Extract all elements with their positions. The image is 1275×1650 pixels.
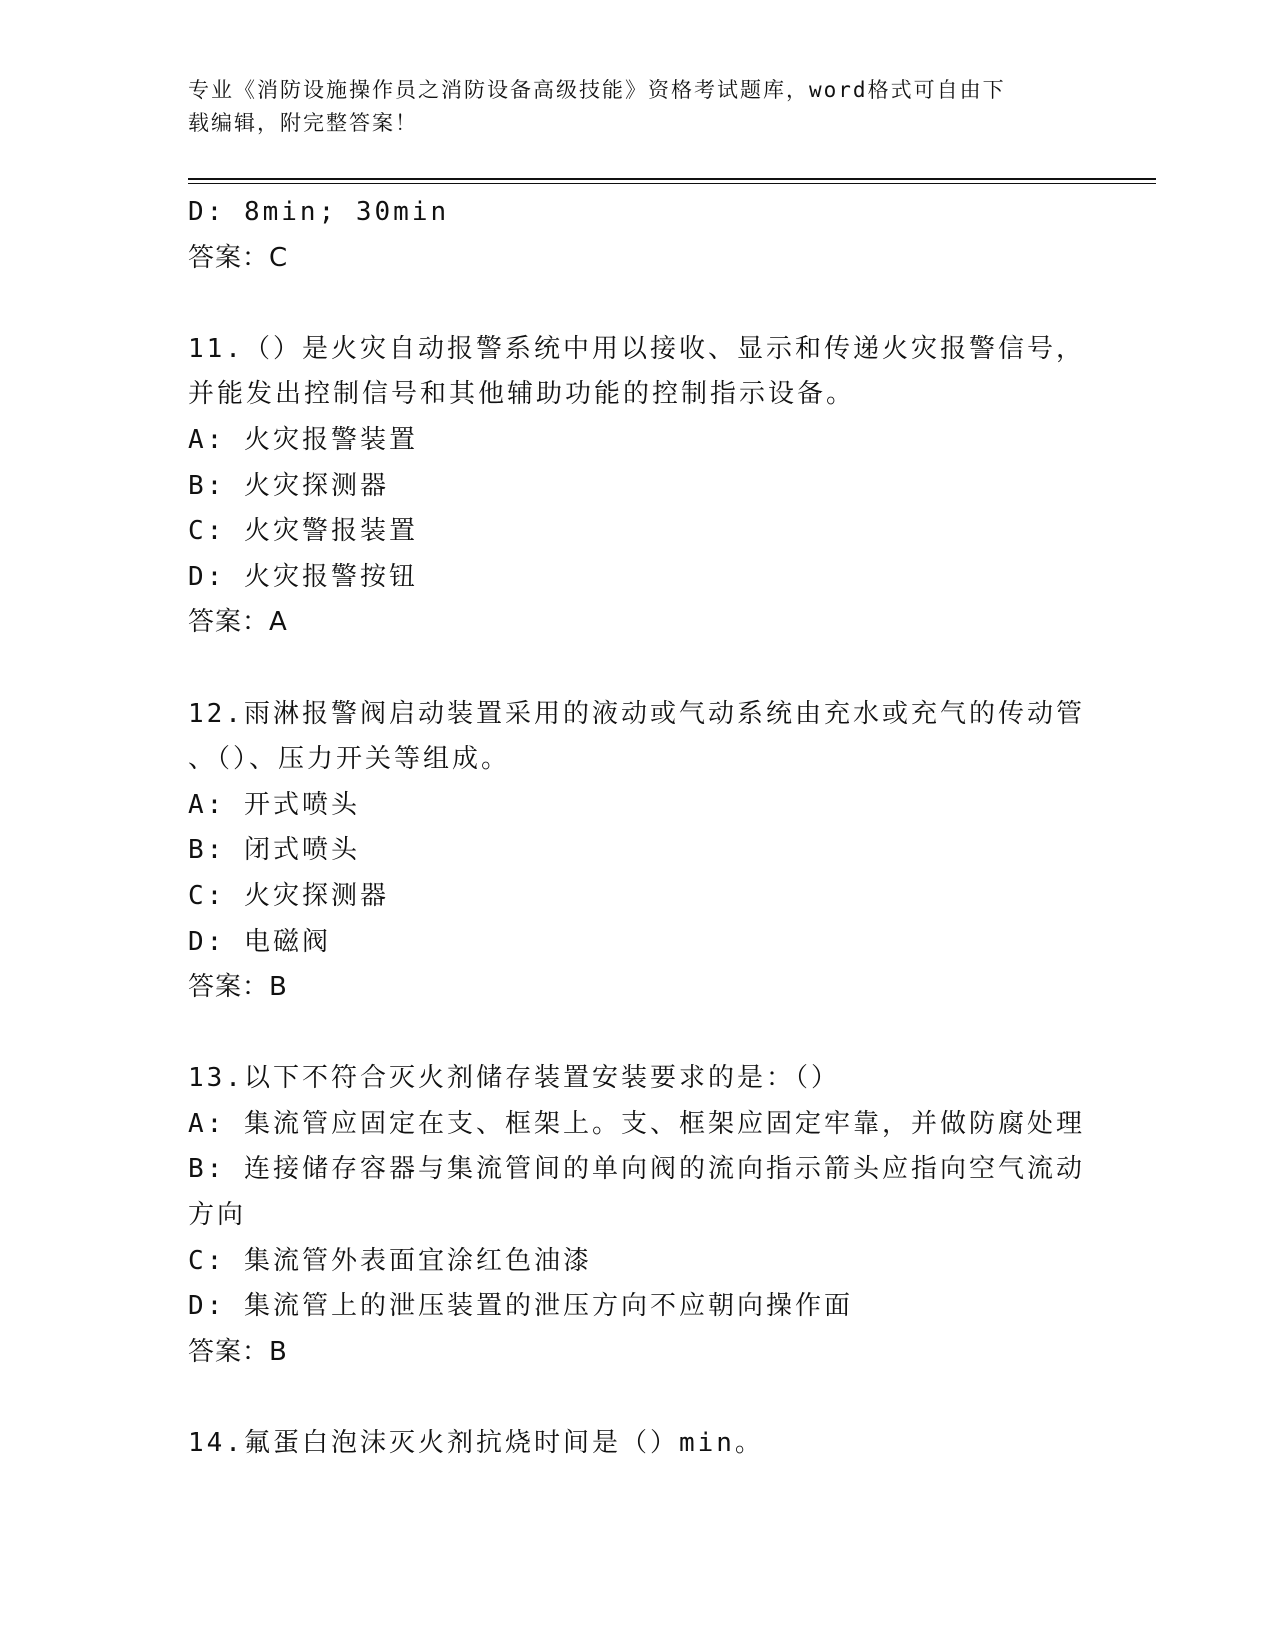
question-11-answer: 答案：A	[188, 607, 288, 638]
spacer	[188, 1375, 1088, 1421]
header-line-1: 专业《消防设施操作员之消防设备高级技能》资格考试题库，word格式可自由下	[188, 78, 1006, 102]
question-12	[188, 692, 1088, 1011]
document-header	[188, 74, 1088, 140]
question-13-option-b-line-1: B: 连接储存容器与集流管间的单向阀的流向指示箭头应指向空气流动	[188, 1154, 1085, 1185]
header-divider-thin	[188, 183, 1156, 184]
question-11	[188, 327, 1088, 646]
header-line-2: 载编辑，附完整答案！	[188, 111, 418, 135]
prev-answer: 答案：C	[188, 242, 289, 273]
question-13-option-c: C: 集流管外表面宜涂红色油漆	[188, 1245, 592, 1276]
question-content	[188, 190, 1088, 1467]
question-13-stem-line-1: 13.以下不符合灭火剂储存装置安装要求的是：（）	[188, 1063, 840, 1094]
question-11-stem-line-1: 11.（）是火灾自动报警系统中用以接收、显示和传递火灾报警信号，	[188, 333, 1085, 364]
question-11-option-d: D: 火灾报警按钮	[188, 561, 418, 592]
question-13	[188, 1056, 1088, 1375]
question-12-option-b: B: 闭式喷头	[188, 835, 360, 866]
header-divider-thick	[188, 178, 1156, 180]
question-12-stem-line-2: 、（）、压力开关等组成。	[188, 744, 511, 775]
question-13-option-a: A: 集流管应固定在支、框架上。支、框架应固定牢靠，并做防腐处理	[188, 1108, 1085, 1139]
question-13-answer: 答案：B	[188, 1336, 288, 1367]
question-12-answer: 答案：B	[188, 972, 288, 1003]
question-13-option-b-line-2: 方向	[188, 1200, 247, 1231]
question-14	[188, 1421, 1088, 1467]
spacer	[188, 1011, 1088, 1057]
spacer	[188, 646, 1088, 692]
question-13-option-d: D: 集流管上的泄压装置的泄压方向不应朝向操作面	[188, 1291, 853, 1322]
question-12-option-a: A: 开式喷头	[188, 789, 360, 820]
question-11-option-a: A: 火灾报警装置	[188, 424, 418, 455]
question-12-option-d: D: 电磁阀	[188, 926, 331, 957]
question-14-stem-line-1: 14.氟蛋白泡沫灭火剂抗烧时间是（）min。	[188, 1428, 764, 1459]
question-11-option-b: B: 火灾探测器	[188, 470, 389, 501]
question-12-stem-line-1: 12.雨淋报警阀启动装置采用的液动或气动系统由充水或充气的传动管	[188, 698, 1085, 729]
spacer	[188, 281, 1088, 327]
prev-option-d: D: 8min; 30min	[188, 197, 450, 227]
question-12-option-c: C: 火灾探测器	[188, 880, 389, 911]
question-11-stem-line-2: 并能发出控制信号和其他辅助功能的控制指示设备。	[188, 379, 856, 410]
question-11-option-c: C: 火灾警报装置	[188, 516, 418, 547]
